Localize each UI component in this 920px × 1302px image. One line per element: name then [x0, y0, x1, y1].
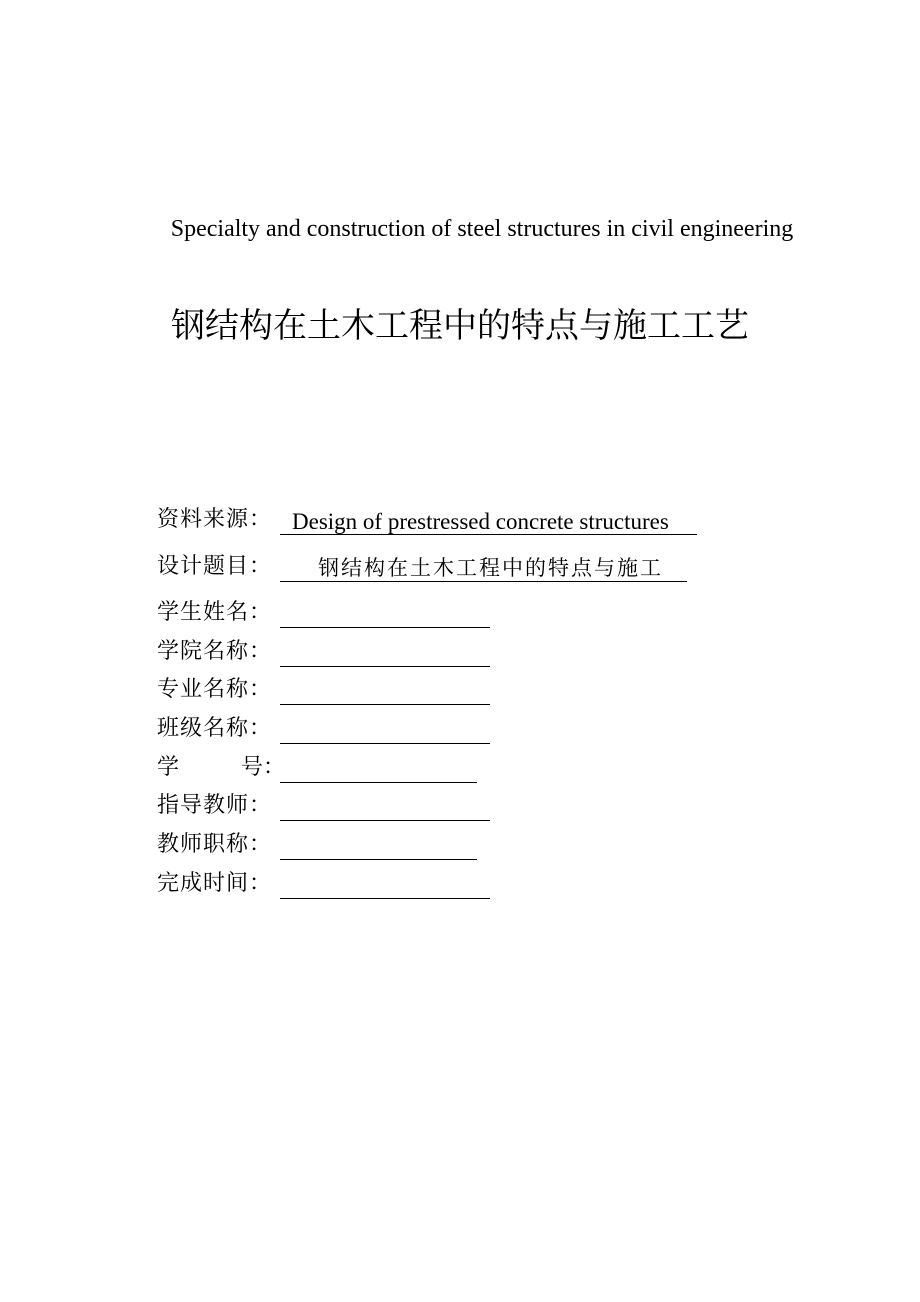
field-student-id — [157, 751, 477, 783]
student-name-blank — [280, 601, 490, 628]
field-student-name — [157, 596, 490, 628]
topic-value: 钢结构在土木工程中的特点与施工 — [280, 555, 687, 582]
field-label: 班级名称： — [157, 716, 273, 741]
field-class — [157, 712, 490, 744]
field-label: 指导教师： — [157, 793, 273, 818]
field-label: 资料来源： — [157, 507, 273, 532]
source-value: Design of prestressed concrete structures — [280, 508, 697, 535]
college-blank — [280, 640, 490, 667]
field-label: 专业名称： — [157, 677, 273, 702]
field-advisor — [157, 789, 490, 821]
field-major — [157, 673, 490, 705]
field-label: 学生姓名： — [157, 600, 273, 625]
label-part: 号： — [241, 755, 286, 780]
field-label — [157, 753, 286, 783]
field-label: 教师职称： — [157, 832, 273, 857]
field-label: 设计题目： — [157, 554, 273, 579]
advisor-blank — [280, 794, 490, 821]
field-label: 完成时间： — [157, 871, 273, 896]
student-id-blank — [280, 756, 477, 783]
label-part: 学 — [157, 755, 180, 780]
field-completion-time — [157, 867, 490, 899]
field-advisor-title — [157, 828, 477, 860]
completion-time-blank — [280, 872, 490, 899]
field-topic — [157, 550, 687, 582]
field-source — [157, 503, 697, 535]
major-blank — [280, 678, 490, 705]
class-blank — [280, 717, 490, 744]
field-college — [157, 635, 490, 667]
field-label: 学院名称： — [157, 639, 273, 664]
advisor-title-blank — [280, 833, 477, 860]
chinese-title: 钢结构在土木工程中的特点与施工工艺 — [171, 306, 749, 346]
english-title: Specialty and construction of steel structures in civil engineering — [170, 216, 794, 242]
